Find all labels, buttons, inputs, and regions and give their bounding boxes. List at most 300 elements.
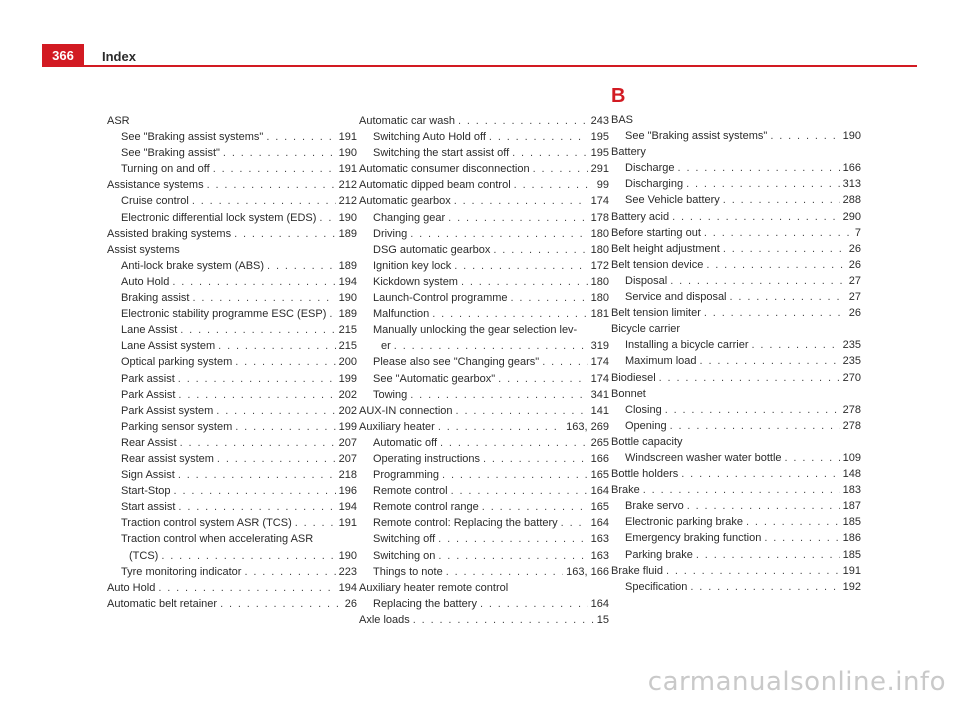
dot-leader — [192, 193, 336, 209]
page-number-badge: 366 — [42, 44, 84, 67]
index-entry — [611, 386, 861, 402]
index-entry — [359, 403, 609, 419]
index-entry-page: 191 — [338, 163, 357, 176]
header-rule — [84, 65, 917, 67]
index-entry — [107, 403, 357, 419]
index-entry-term: AUX-IN connection — [359, 404, 453, 417]
index-entry-page: 270 — [842, 371, 861, 384]
index-entry-term: BAS — [611, 114, 634, 126]
index-entry-page: 178 — [590, 211, 609, 224]
index-entry — [107, 322, 357, 338]
dot-leader — [493, 242, 587, 258]
index-entry-term: Specification — [625, 580, 688, 593]
index-entry-page: 99 — [596, 179, 609, 192]
index-entry — [359, 177, 609, 193]
index-entry-term: Optical parking system — [121, 356, 233, 369]
index-entry — [107, 306, 357, 322]
index-entry — [611, 128, 861, 144]
index-entry-term: Belt tension device — [611, 258, 704, 271]
index-entry-term: Malfunction — [373, 308, 430, 321]
index-entry — [359, 193, 609, 209]
dot-leader — [172, 274, 335, 290]
index-entry — [107, 290, 357, 306]
index-entry-page: 174 — [590, 372, 609, 385]
index-entry-term: Battery — [611, 146, 646, 159]
index-entry-term: Towing — [373, 388, 408, 401]
dot-leader — [700, 353, 840, 369]
index-entry — [611, 434, 861, 450]
index-entry-page: 191 — [842, 564, 861, 577]
index-entry-term: Discharging — [625, 178, 684, 191]
index-entry-term: Traction control when accelerating ASR — [121, 533, 314, 546]
index-entry-term: Parking sensor system — [121, 420, 233, 433]
index-entry — [359, 467, 609, 483]
index-entry-term: Replacing the battery — [373, 597, 477, 610]
dot-leader — [670, 418, 840, 434]
dot-leader — [690, 579, 839, 595]
index-entry-page: 166 — [842, 162, 861, 175]
index-entry — [107, 145, 357, 161]
index-entry-page: 163, 166 — [566, 565, 609, 578]
index-entry-term: Installing a bicycle carrier — [625, 339, 749, 352]
index-entry-term: Rear assist system — [121, 452, 214, 465]
index-entry-page: 207 — [338, 452, 357, 465]
index-entry-term: Braking assist — [121, 292, 190, 305]
index-entry-page: 164 — [590, 597, 609, 610]
dot-leader — [218, 338, 335, 354]
index-entry-term: Electronic differential lock system (EDS) — [121, 211, 317, 224]
index-entry-page: 195 — [590, 147, 609, 160]
index-entry — [359, 451, 609, 467]
index-entry-term: (TCS) — [129, 549, 159, 562]
index-entry — [107, 258, 357, 274]
index-entry-term: Tyre monitoring indicator — [121, 565, 242, 578]
index-entry-term: Automatic off — [373, 436, 437, 449]
index-entry-page: 165 — [590, 501, 609, 514]
dot-leader — [217, 451, 336, 467]
index-entry-term: Rear Assist — [121, 436, 177, 449]
index-entry — [611, 418, 861, 434]
index-entry — [359, 226, 609, 242]
dot-leader — [561, 515, 588, 531]
index-entry-term: Axle loads — [359, 613, 410, 626]
dot-leader — [174, 483, 336, 499]
index-entry-page: 313 — [842, 178, 861, 191]
index-entry — [611, 466, 861, 482]
dot-leader — [438, 531, 587, 547]
index-entry-page: 180 — [590, 292, 609, 305]
index-entry-page: 189 — [338, 227, 357, 240]
index-entry-term: Bicycle carrier — [611, 323, 681, 336]
index-entry-page: 291 — [590, 163, 609, 176]
index-entry-page: 341 — [590, 388, 609, 401]
index-entry-page: 7 — [854, 226, 861, 239]
dot-leader — [686, 176, 840, 192]
index-entry-page: 218 — [338, 469, 357, 482]
index-entry-term: Ignition key lock — [373, 259, 452, 272]
index-entry — [107, 129, 357, 145]
dot-leader — [785, 450, 840, 466]
index-entry-page: 212 — [338, 195, 357, 208]
dot-leader — [770, 128, 839, 144]
index-entry — [359, 322, 609, 338]
index-entry — [611, 370, 861, 386]
index-entry — [611, 289, 861, 305]
index-entry-page: 180 — [590, 275, 609, 288]
index-entry-page: 290 — [842, 210, 861, 223]
index-entry-term: Park Assist — [121, 388, 176, 401]
index-entry-term: Auxiliary heater — [359, 420, 435, 433]
index-entry — [611, 547, 861, 563]
index-entry — [359, 435, 609, 451]
index-entry-term: Brake servo — [625, 500, 684, 513]
dot-leader — [451, 483, 588, 499]
index-entry-page: 235 — [842, 355, 861, 368]
index-entry-page: 26 — [848, 307, 861, 320]
index-entry — [611, 112, 861, 128]
dot-leader — [706, 257, 845, 273]
index-entry-page: 199 — [338, 372, 357, 385]
dot-leader — [295, 515, 336, 531]
index-entry-term: Belt tension limiter — [611, 307, 701, 320]
index-entry-term: Lane Assist system — [121, 340, 216, 353]
dot-leader — [432, 306, 587, 322]
dot-leader — [511, 290, 588, 306]
index-entry-term: Manually unlocking the gear selection lev- — [373, 324, 578, 337]
index-entry — [359, 354, 609, 370]
dot-leader — [438, 419, 563, 435]
dot-leader — [440, 435, 588, 451]
dot-leader — [678, 160, 840, 176]
index-entry-page: 163 — [590, 533, 609, 546]
dot-leader — [454, 193, 588, 209]
dot-leader — [752, 337, 840, 353]
index-entry-term: Remote control — [373, 485, 448, 498]
dot-leader — [514, 177, 594, 193]
index-entry — [107, 274, 357, 290]
dot-leader — [178, 387, 335, 403]
index-entry-term: Start-Stop — [121, 485, 171, 498]
index-entry-term: Electronic parking brake — [625, 516, 744, 529]
index-entry-term: Opening — [625, 419, 667, 432]
index-entry — [611, 498, 861, 514]
index-entry — [359, 515, 609, 531]
index-column-3 — [611, 82, 861, 595]
dot-leader — [482, 499, 588, 515]
index-entry-page: 215 — [338, 324, 357, 337]
index-entry-page: 164 — [590, 517, 609, 530]
index-entry-term: Remote control range — [373, 501, 479, 514]
index-entry-page: 195 — [590, 131, 609, 144]
dot-leader — [244, 564, 335, 580]
dot-leader — [178, 499, 335, 515]
index-entry-page: 174 — [590, 195, 609, 208]
index-entry — [611, 353, 861, 369]
index-entry-page: 26 — [344, 597, 357, 610]
index-entry-term: Launch-Control programme — [373, 292, 508, 305]
dot-leader — [489, 129, 588, 145]
index-entry-page: 278 — [842, 403, 861, 416]
index-entry-page: 166 — [590, 452, 609, 465]
index-entry-term: Battery acid — [611, 210, 670, 223]
index-entry-term: Maximum load — [625, 355, 697, 368]
index-entry — [611, 337, 861, 353]
index-entry-term: Auxiliary heater remote control — [359, 581, 509, 594]
index-entry-term: Automatic car wash — [359, 115, 455, 127]
dot-leader — [670, 273, 846, 289]
index-entry — [359, 210, 609, 226]
index-entry-term: Driving — [373, 227, 408, 240]
index-entry-term: Please also see "Changing gears" — [373, 356, 540, 369]
index-entry-term: er — [381, 340, 391, 353]
index-entry — [359, 242, 609, 258]
dot-leader — [704, 305, 846, 321]
index-entry-page: 196 — [338, 485, 357, 498]
dot-leader — [672, 209, 840, 225]
index-entry-page: 189 — [338, 259, 357, 272]
index-entry-page: 163, 269 — [566, 420, 609, 433]
index-entry-term: Service and disposal — [625, 291, 727, 304]
dot-leader — [220, 596, 342, 612]
index-entry — [359, 274, 609, 290]
index-entry-term: Lane Assist — [121, 324, 178, 337]
index-entry-term: Belt height adjustment — [611, 242, 720, 255]
dot-leader — [178, 467, 336, 483]
index-entry — [107, 451, 357, 467]
index-column-1 — [107, 113, 357, 612]
index-entry-page: 265 — [590, 436, 609, 449]
index-entry — [359, 580, 609, 596]
index-entry-page: 141 — [590, 404, 609, 417]
index-entry-term: Electronic stability programme ESC (ESP) — [121, 308, 327, 321]
dot-leader — [235, 354, 335, 370]
index-entry — [611, 321, 861, 337]
index-entry-term: Automatic belt retainer — [107, 597, 218, 610]
index-entry — [359, 548, 609, 564]
index-entry-page: 181 — [590, 308, 609, 321]
index-entry-page: 185 — [842, 548, 861, 561]
index-entry-page: 174 — [590, 356, 609, 369]
index-entry — [359, 290, 609, 306]
index-entry — [107, 531, 357, 547]
index-entry-term: Automatic consumer disconnection — [359, 163, 530, 176]
index-entry — [107, 564, 357, 580]
index-entry — [359, 129, 609, 145]
index-entry-page: 199 — [338, 420, 357, 433]
dot-leader — [192, 290, 335, 306]
index-entry — [107, 354, 357, 370]
dot-leader — [666, 563, 840, 579]
index-entry-term: Closing — [625, 403, 662, 416]
section-letter-heading: B — [611, 85, 626, 107]
dot-leader — [480, 596, 588, 612]
dot-leader — [723, 192, 840, 208]
index-entry-term: Biodiesel — [611, 371, 656, 384]
index-entry — [107, 483, 357, 499]
index-entry-term: See "Braking assist systems" — [625, 130, 768, 143]
index-entry-page: 190 — [842, 130, 861, 143]
index-entry-term: Bottle holders — [611, 468, 679, 481]
index-entry-page: 202 — [338, 388, 357, 401]
index-entry-term: Bonnet — [611, 387, 646, 400]
dot-leader — [178, 371, 336, 387]
index-entry-page: 223 — [338, 565, 357, 578]
page-title: Index — [102, 49, 136, 64]
index-entry-page: 189 — [338, 308, 357, 321]
index-entry-page: 200 — [338, 356, 357, 369]
index-entry-term: Switching Auto Hold off — [373, 131, 486, 144]
dot-leader — [456, 403, 588, 419]
index-entry — [359, 387, 609, 403]
index-entry — [107, 515, 357, 531]
index-entry — [107, 371, 357, 387]
index-entry — [107, 242, 357, 258]
index-entry — [107, 467, 357, 483]
dot-leader — [161, 548, 335, 564]
index-entry-term: Automatic gearbox — [359, 195, 451, 208]
dot-leader — [207, 177, 336, 193]
index-entry-page: 163 — [590, 549, 609, 562]
index-entry — [107, 226, 357, 242]
index-entry-term: Bottle capacity — [611, 435, 683, 448]
index-entry-page: 190 — [338, 147, 357, 160]
index-entry — [107, 338, 357, 354]
index-entry — [359, 612, 609, 628]
index-entry-term: Assisted braking systems — [107, 227, 232, 240]
index-entry — [359, 419, 609, 435]
index-entry — [611, 160, 861, 176]
index-entry-page: 186 — [842, 532, 861, 545]
index-entry — [611, 530, 861, 546]
index-entry — [107, 210, 357, 226]
index-entry — [359, 499, 609, 515]
index-entry-page: 148 — [842, 468, 861, 481]
index-entry-term: Switching on — [373, 549, 436, 562]
index-entry-term: Traction control system ASR (TCS) — [121, 517, 292, 530]
index-entry-term: Operating instructions — [373, 452, 480, 465]
index-entry-term: Emergency braking function — [625, 532, 762, 545]
dot-leader — [158, 580, 335, 596]
dot-leader — [180, 322, 335, 338]
index-entry — [611, 514, 861, 530]
index-entry — [611, 192, 861, 208]
dot-leader — [235, 419, 335, 435]
index-entry-term: Programming — [373, 469, 440, 482]
index-entry-term: Assistance systems — [107, 179, 204, 192]
index-entry-page: 191 — [338, 131, 357, 144]
index-entry — [359, 145, 609, 161]
dot-leader — [723, 241, 846, 257]
index-entry — [359, 306, 609, 322]
index-entry-term: Assist systems — [107, 243, 180, 256]
index-entry-term: Switching off — [373, 533, 436, 546]
index-entry-page: 109 — [842, 451, 861, 464]
index-entry-term: Windscreen washer water bottle — [625, 451, 782, 464]
index-entry-page: 194 — [338, 275, 357, 288]
index-entry-page: 215 — [338, 340, 357, 353]
dot-leader — [216, 403, 335, 419]
index-column-2 — [359, 113, 609, 628]
index-entry-page: 27 — [848, 291, 861, 304]
index-entry — [107, 113, 357, 129]
index-entry — [359, 371, 609, 387]
watermark-text: carmanualsonline.info — [647, 667, 946, 697]
index-entry — [359, 531, 609, 547]
index-entry-page: 27 — [848, 274, 861, 287]
index-entry — [107, 419, 357, 435]
index-entry-page: 180 — [590, 243, 609, 256]
index-entry-term: Parking brake — [625, 548, 693, 561]
index-entry — [107, 548, 357, 564]
index-entry-page: 194 — [338, 581, 357, 594]
dot-leader — [533, 161, 588, 177]
dot-leader — [448, 210, 587, 226]
dot-leader — [223, 145, 336, 161]
index-entry-page: 243 — [590, 115, 609, 127]
index-entry-page: 26 — [848, 242, 861, 255]
dot-leader — [764, 530, 839, 546]
index-entry — [107, 499, 357, 515]
index-entry-term: Anti-lock brake system (ABS) — [121, 259, 265, 272]
dot-leader — [213, 161, 336, 177]
index-entry-term: Changing gear — [373, 211, 446, 224]
index-entry — [611, 563, 861, 579]
index-entry-term: Start assist — [121, 501, 176, 514]
index-entry-term: ASR — [107, 115, 130, 127]
index-entry-term: Park assist — [121, 372, 175, 385]
index-entry-page: 192 — [842, 580, 861, 593]
dot-leader — [446, 564, 563, 580]
index-entry-page: 207 — [338, 436, 357, 449]
index-entry-term: Switching the start assist off — [373, 147, 510, 160]
index-entry — [107, 161, 357, 177]
index-entry-term: See Vehicle battery — [625, 194, 720, 207]
index-entry — [611, 450, 861, 466]
index-entry-page: 185 — [842, 516, 861, 529]
index-entry-page: 183 — [842, 484, 861, 497]
index-entry — [611, 273, 861, 289]
dot-leader — [659, 370, 840, 386]
index-entry — [611, 144, 861, 160]
index-entry — [359, 258, 609, 274]
index-entry-term: Park Assist system — [121, 404, 214, 417]
index-entry-page: 190 — [338, 211, 357, 224]
index-entry-term: Auto Hold — [107, 581, 156, 594]
index-entry — [611, 209, 861, 225]
index-entry — [107, 177, 357, 193]
index-entry — [611, 241, 861, 257]
index-entry-page: 164 — [590, 485, 609, 498]
dot-leader — [498, 371, 587, 387]
index-entry-page: 235 — [842, 339, 861, 352]
index-entry — [359, 564, 609, 580]
index-entry — [107, 596, 357, 612]
dot-leader — [234, 226, 336, 242]
index-entry — [611, 482, 861, 498]
index-entry — [359, 338, 609, 354]
index-entry-term: DSG automatic gearbox — [373, 243, 491, 256]
index-entry — [359, 596, 609, 612]
dot-leader — [329, 306, 335, 322]
dot-leader — [410, 387, 587, 403]
dot-leader — [512, 145, 588, 161]
index-entry-page: 194 — [338, 501, 357, 514]
dot-leader — [438, 548, 587, 564]
index-entry-term: Brake — [611, 484, 640, 497]
dot-leader — [394, 338, 588, 354]
index-entry-term: Turning on and off — [121, 163, 210, 176]
dot-leader — [696, 547, 840, 563]
